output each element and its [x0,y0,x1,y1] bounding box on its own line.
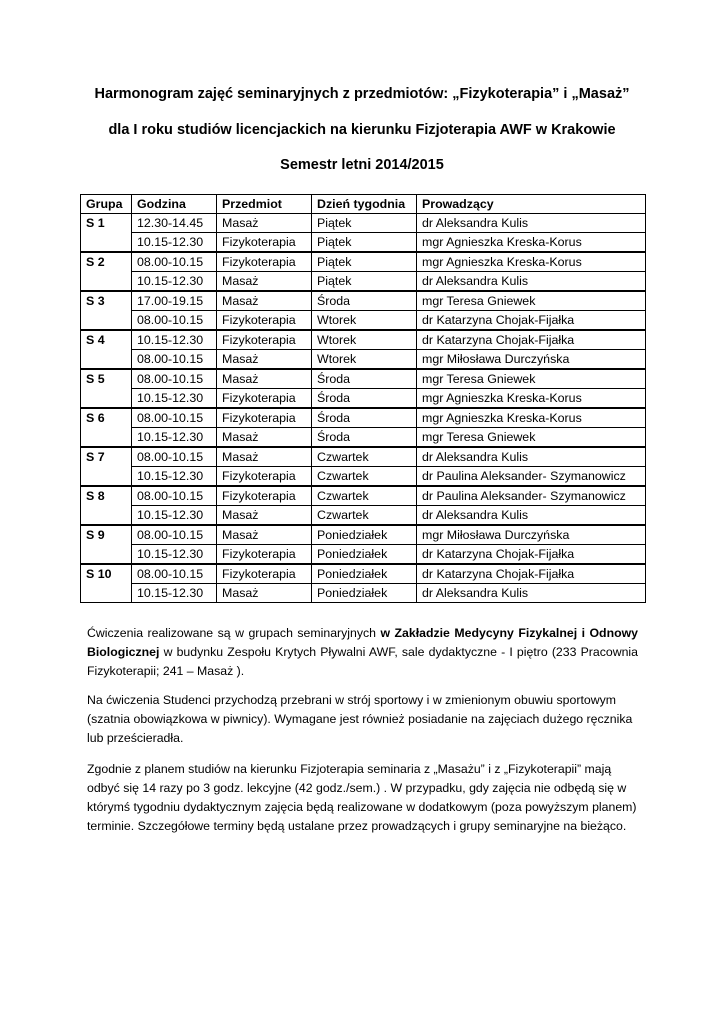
table-row [81,214,646,233]
group-cell: S 8 [81,486,132,525]
teacher-cell: mgr Teresa Gniewek [417,428,646,448]
day-cell: Czwartek [312,467,417,487]
day-cell: Poniedziałek [312,564,417,584]
table-row [81,330,646,350]
paragraph-line: (szatnia obowiązkowa w piwnicy). Wymagane jest również posiadanie na zajęciach dużego ręcznika [87,712,633,726]
teacher-cell: dr Katarzyna Chojak-Fijałka [417,564,646,584]
table-row [81,252,646,272]
day-cell: Środa [312,389,417,409]
teacher-cell: dr Paulina Aleksander- Szymanowicz [417,467,646,487]
group-cell: S 7 [81,447,132,486]
time-cell: 08.00-10.15 [132,408,217,428]
day-cell: Poniedziałek [312,545,417,565]
day-cell: Piątek [312,272,417,292]
group-cell: S 1 [81,214,132,253]
subject-cell: Masaż [217,214,312,233]
table-row [81,545,646,565]
teacher-cell: mgr Teresa Gniewek [417,291,646,311]
teacher-cell: dr Aleksandra Kulis [417,447,646,467]
time-cell: 10.15-12.30 [132,330,217,350]
paragraph-location-text-2: w budynku Zespołu Krytych Pływalni AWF, sale dydaktyczne - I piętro (233 Pracownia Fizykoterapii; 241 – Masaż ). [87,645,638,678]
table-row [81,272,646,292]
time-cell: 10.15-12.30 [132,233,217,253]
paragraph-line: lub prześcieradła. [87,731,184,745]
teacher-cell: mgr Agnieszka Kreska-Korus [417,252,646,272]
time-cell: 08.00-10.15 [132,252,217,272]
table-row [81,467,646,487]
day-cell: Czwartek [312,447,417,467]
paragraph-line: Na ćwiczenia Studenci przychodzą przebrani w strój sportowy i w zmienionym obuwiu sportowym [87,693,616,707]
time-cell: 10.15-12.30 [132,467,217,487]
time-cell: 10.15-12.30 [132,506,217,526]
time-cell: 08.00-10.15 [132,311,217,331]
teacher-cell: mgr Agnieszka Kreska-Korus [417,408,646,428]
day-cell: Piątek [312,214,417,233]
table-row [81,506,646,526]
subject-cell: Fizykoterapia [217,311,312,331]
group-cell: S 6 [81,408,132,447]
teacher-cell: dr Aleksandra Kulis [417,506,646,526]
time-cell: 10.15-12.30 [132,272,217,292]
teacher-cell: dr Aleksandra Kulis [417,214,646,233]
day-cell: Środa [312,408,417,428]
subject-cell: Fizykoterapia [217,467,312,487]
subject-cell: Fizykoterapia [217,486,312,506]
subject-cell: Fizykoterapia [217,389,312,409]
teacher-cell: dr Katarzyna Chojak-Fijałka [417,311,646,331]
subject-cell: Fizykoterapia [217,545,312,565]
teacher-cell: mgr Agnieszka Kreska-Korus [417,389,646,409]
day-cell: Wtorek [312,311,417,331]
group-cell: S 5 [81,369,132,408]
document-title: Harmonogram zajęć seminaryjnych z przedmiotów: „Fizykoterapia” i „Masaż” [94,86,630,102]
subject-cell: Masaż [217,506,312,526]
day-cell: Wtorek [312,350,417,370]
time-cell: 17.00-19.15 [132,291,217,311]
subject-cell: Fizykoterapia [217,408,312,428]
day-cell: Poniedziałek [312,584,417,603]
teacher-cell: mgr Agnieszka Kreska-Korus [417,233,646,253]
paragraph-attire [87,691,638,748]
teacher-cell: dr Katarzyna Chojak-Fijałka [417,330,646,350]
table-row [81,584,646,603]
day-cell: Środa [312,291,417,311]
document-subtitle: dla I roku studiów licencjackich na kierunku Fizjoterapia AWF w Krakowie [108,122,616,138]
group-cell: S 3 [81,291,132,330]
table-row [81,233,646,253]
paragraph-location-department: w Zakładzie Medycyny Fizykalnej i Odnowy Biologicznej [87,626,638,659]
subject-cell: Fizykoterapia [217,252,312,272]
subject-cell: Masaż [217,584,312,603]
time-cell: 08.00-10.15 [132,486,217,506]
table-row [81,350,646,370]
subject-cell: Masaż [217,291,312,311]
teacher-cell: mgr Miłosława Durczyńska [417,525,646,545]
column-header-day: Dzień tygodnia [312,195,417,214]
subject-cell: Fizykoterapia [217,330,312,350]
table-row [81,428,646,448]
table-row [81,525,646,545]
paragraph-line: Zgodnie z planem studiów na kierunku Fizjoterapia seminaria z „Masażu” i z „Fizykoterapii” mają [87,762,612,776]
subject-cell: Masaż [217,447,312,467]
time-cell: 08.00-10.15 [132,350,217,370]
column-header-teacher: Prowadzący [417,195,646,214]
group-cell: S 2 [81,252,132,291]
paragraph-line: terminie. Szczegółowe terminy będą ustalane przez prowadzących i grupy seminaryjne na bieżąco. [87,819,627,833]
subject-cell: Masaż [217,272,312,292]
time-cell: 08.00-10.15 [132,447,217,467]
teacher-cell: dr Katarzyna Chojak-Fijałka [417,545,646,565]
column-header-subject: Przedmiot [217,195,312,214]
time-cell: 10.15-12.30 [132,584,217,603]
table-header-row [81,195,646,214]
day-cell: Czwartek [312,486,417,506]
column-header-group: Grupa [81,195,132,214]
time-cell: 08.00-10.15 [132,525,217,545]
group-cell: S 4 [81,330,132,369]
table-row [81,564,646,584]
column-header-time: Godzina [132,195,217,214]
time-cell: 12.30-14.45 [132,214,217,233]
teacher-cell: dr Aleksandra Kulis [417,272,646,292]
table-row [81,311,646,331]
table-row [81,369,646,389]
time-cell: 10.15-12.30 [132,428,217,448]
schedule-table [80,194,646,603]
subject-cell: Fizykoterapia [217,233,312,253]
schedule-body [81,214,646,603]
subject-cell: Masaż [217,428,312,448]
subject-cell: Fizykoterapia [217,564,312,584]
day-cell: Wtorek [312,330,417,350]
day-cell: Czwartek [312,506,417,526]
table-row [81,447,646,467]
subject-cell: Masaż [217,369,312,389]
teacher-cell: mgr Teresa Gniewek [417,369,646,389]
table-row [81,389,646,409]
table-row [81,408,646,428]
subject-cell: Masaż [217,350,312,370]
time-cell: 10.15-12.30 [132,389,217,409]
time-cell: 10.15-12.30 [132,545,217,565]
day-cell: Piątek [312,233,417,253]
paragraph-study-plan [87,760,638,836]
subject-cell: Masaż [217,525,312,545]
semester-title: Semestr letni 2014/2015 [280,157,444,173]
day-cell: Piątek [312,252,417,272]
paragraph-location [87,624,638,681]
table-row [81,486,646,506]
group-cell: S 10 [81,564,132,603]
day-cell: Poniedziałek [312,525,417,545]
teacher-cell: mgr Miłosława Durczyńska [417,350,646,370]
group-cell: S 9 [81,525,132,564]
time-cell: 08.00-10.15 [132,564,217,584]
table-row [81,291,646,311]
teacher-cell: dr Paulina Aleksander- Szymanowicz [417,486,646,506]
teacher-cell: dr Aleksandra Kulis [417,584,646,603]
day-cell: Środa [312,369,417,389]
paragraph-location-text: Ćwiczenia realizowane są w grupach seminaryjnych [87,626,381,640]
paragraph-line: odbyć się 14 razy po 3 godz. lekcyjne (42 godz./sem.) . W przypadku, gdy zajęcia nie odbędą się w [87,781,627,795]
time-cell: 08.00-10.15 [132,369,217,389]
day-cell: Środa [312,428,417,448]
paragraph-line: którymś tygodniu dydaktycznym zajęcia będą realizowane w dodatkowym (poza powyższym planem) [87,800,637,814]
